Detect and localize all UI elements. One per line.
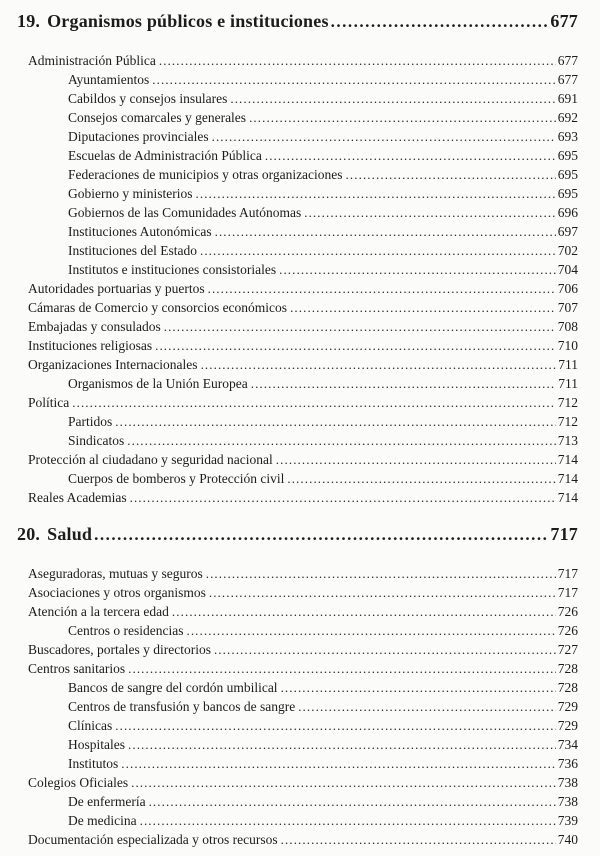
section-entries bbox=[17, 564, 578, 849]
toc-entry bbox=[28, 317, 578, 336]
entry-page: 695 bbox=[557, 148, 578, 163]
toc-entry bbox=[28, 450, 578, 469]
dot-leader bbox=[215, 222, 556, 241]
toc-entry bbox=[68, 678, 578, 697]
entry-page: 677 bbox=[557, 53, 578, 68]
toc-entry bbox=[68, 697, 578, 716]
toc-entry bbox=[28, 488, 578, 507]
chapter-heading bbox=[17, 10, 578, 33]
entry-page: 691 bbox=[557, 91, 578, 106]
toc-entry bbox=[28, 659, 578, 678]
entry-title: Instituciones del Estado bbox=[68, 243, 197, 258]
toc-entry bbox=[68, 184, 578, 203]
toc-entry bbox=[68, 108, 578, 127]
toc-entry bbox=[68, 754, 578, 773]
entry-title: Consejos comarcales y generales bbox=[68, 110, 247, 125]
entry-page: 695 bbox=[557, 186, 578, 201]
toc-entry bbox=[68, 241, 578, 260]
toc-entry bbox=[28, 583, 578, 602]
entry-page: 713 bbox=[557, 433, 578, 448]
entry-page: 712 bbox=[557, 395, 578, 410]
entry-title: Cuerpos de bomberos y Protección civil bbox=[68, 471, 285, 486]
toc-entry bbox=[68, 716, 578, 735]
dot-leader bbox=[346, 165, 556, 184]
entry-page: 727 bbox=[557, 642, 578, 657]
dot-leader bbox=[276, 450, 556, 469]
dot-leader bbox=[152, 70, 555, 89]
entry-page: 711 bbox=[558, 357, 578, 372]
entry-page: 729 bbox=[557, 718, 578, 733]
dot-leader bbox=[287, 469, 555, 488]
entry-page: 702 bbox=[557, 243, 578, 258]
toc-entry bbox=[28, 298, 578, 317]
entry-page: 714 bbox=[557, 452, 578, 467]
entry-title: Instituciones Autonómicas bbox=[68, 224, 212, 239]
dot-leader bbox=[121, 754, 555, 773]
entry-page: 677 bbox=[557, 72, 578, 87]
dot-leader bbox=[290, 298, 556, 317]
entry-title: De medicina bbox=[68, 813, 137, 828]
toc-section bbox=[17, 523, 578, 849]
entry-title: Protección al ciudadano y seguridad nacional bbox=[28, 452, 273, 467]
entry-title: Clínicas bbox=[68, 718, 113, 733]
chapter-page: 717 bbox=[550, 524, 578, 544]
entry-page: 704 bbox=[557, 262, 578, 277]
entry-title: Institutos bbox=[68, 756, 119, 771]
dot-leader bbox=[201, 355, 557, 374]
dot-leader bbox=[279, 260, 556, 279]
toc-entry bbox=[28, 602, 578, 621]
toc-entry bbox=[68, 374, 578, 393]
toc-entry bbox=[68, 146, 578, 165]
entry-page: 717 bbox=[557, 585, 578, 600]
entry-page: 707 bbox=[557, 300, 578, 315]
entry-title: Atención a la tercera edad bbox=[28, 604, 169, 619]
toc-entry bbox=[28, 773, 578, 792]
chapter-page: 677 bbox=[550, 11, 578, 31]
entry-page: 728 bbox=[557, 661, 578, 676]
entry-title: Centros de transfusión y bancos de sangre bbox=[68, 699, 296, 714]
entry-title: Política bbox=[28, 395, 70, 410]
entry-title: Bancos de sangre del cordón umbilical bbox=[68, 680, 278, 695]
dot-leader bbox=[206, 564, 556, 583]
entry-page: 711 bbox=[558, 376, 578, 391]
chapter-number: 19. bbox=[17, 11, 41, 31]
toc-entry bbox=[28, 336, 578, 355]
dot-leader bbox=[298, 697, 556, 716]
dot-leader bbox=[159, 51, 556, 70]
entry-title: Ayuntamientos bbox=[68, 72, 150, 87]
entry-title: Buscadores, portales y directorios bbox=[28, 642, 211, 657]
dot-leader bbox=[281, 830, 556, 849]
dot-leader bbox=[209, 583, 556, 602]
toc-entry bbox=[68, 127, 578, 146]
entry-title: De enfermería bbox=[68, 794, 146, 809]
dot-leader bbox=[186, 621, 555, 640]
dot-leader bbox=[72, 393, 556, 412]
entry-page: 738 bbox=[557, 775, 578, 790]
toc-entry bbox=[68, 431, 578, 450]
entry-title: Documentación especializada y otros recursos bbox=[28, 832, 278, 847]
dot-leader bbox=[149, 792, 556, 811]
toc-entry bbox=[28, 51, 578, 70]
dot-leader bbox=[94, 523, 548, 546]
entry-title: Organizaciones Internacionales bbox=[28, 357, 198, 372]
dot-leader bbox=[172, 602, 556, 621]
entry-title: Gobierno y ministerios bbox=[68, 186, 193, 201]
toc-entry bbox=[28, 279, 578, 298]
dot-leader bbox=[208, 279, 556, 298]
toc-entry bbox=[68, 469, 578, 488]
entry-page: 710 bbox=[557, 338, 578, 353]
toc-entry bbox=[68, 412, 578, 431]
entry-title: Escuelas de Administración Pública bbox=[68, 148, 262, 163]
dot-leader bbox=[128, 659, 556, 678]
entry-title: Hospitales bbox=[68, 737, 125, 752]
entry-page: 734 bbox=[557, 737, 578, 752]
chapter-title: Salud bbox=[47, 524, 93, 544]
entry-page: 693 bbox=[557, 129, 578, 144]
dot-leader bbox=[140, 811, 556, 830]
dot-leader bbox=[200, 241, 556, 260]
dot-leader bbox=[128, 735, 556, 754]
dot-leader bbox=[214, 640, 556, 659]
chapter-number: 20. bbox=[17, 524, 41, 544]
entry-page: 714 bbox=[557, 490, 578, 505]
entry-title: Centros o residencias bbox=[68, 623, 184, 638]
entry-title: Reales Academias bbox=[28, 490, 127, 505]
toc-entry bbox=[28, 355, 578, 374]
toc-entry bbox=[68, 792, 578, 811]
toc-entry bbox=[68, 89, 578, 108]
toc-entry bbox=[68, 70, 578, 89]
dot-leader bbox=[304, 203, 556, 222]
entry-page: 739 bbox=[557, 813, 578, 828]
entry-title: Cámaras de Comercio y consorcios económicos bbox=[28, 300, 288, 315]
chapter-heading bbox=[17, 523, 578, 546]
dot-leader bbox=[127, 431, 556, 450]
toc-entry bbox=[68, 165, 578, 184]
entry-page: 728 bbox=[557, 680, 578, 695]
entry-page: 696 bbox=[557, 205, 578, 220]
entry-page: 692 bbox=[557, 110, 578, 125]
dot-leader bbox=[230, 89, 555, 108]
dot-leader bbox=[249, 108, 556, 127]
dot-leader bbox=[115, 716, 556, 735]
dot-leader bbox=[212, 127, 556, 146]
entry-page: 736 bbox=[557, 756, 578, 771]
entry-title: Centros sanitarios bbox=[28, 661, 126, 676]
dot-leader bbox=[131, 773, 556, 792]
dot-leader bbox=[265, 146, 556, 165]
toc-entry bbox=[68, 735, 578, 754]
entry-page: 706 bbox=[557, 281, 578, 296]
entry-title: Organismos de la Unión Europea bbox=[68, 376, 248, 391]
entry-title: Cabildos y consejos insulares bbox=[68, 91, 228, 106]
entry-page: 740 bbox=[557, 832, 578, 847]
entry-title: Embajadas y consulados bbox=[28, 319, 161, 334]
entry-title: Diputaciones provinciales bbox=[68, 129, 209, 144]
entry-title: Sindicatos bbox=[68, 433, 125, 448]
entry-page: 714 bbox=[557, 471, 578, 486]
dot-leader bbox=[164, 317, 556, 336]
toc-entry bbox=[68, 621, 578, 640]
dot-leader bbox=[251, 374, 557, 393]
entry-page: 726 bbox=[557, 623, 578, 638]
entry-title: Asociaciones y otros organismos bbox=[28, 585, 206, 600]
entry-title: Colegios Oficiales bbox=[28, 775, 129, 790]
entry-page: 717 bbox=[557, 566, 578, 581]
dot-leader bbox=[155, 336, 556, 355]
dot-leader bbox=[331, 10, 549, 33]
entry-page: 726 bbox=[557, 604, 578, 619]
toc-entry bbox=[68, 811, 578, 830]
toc-entry bbox=[28, 564, 578, 583]
entry-title: Instituciones religiosas bbox=[28, 338, 153, 353]
entry-title: Partidos bbox=[68, 414, 113, 429]
toc-entry bbox=[68, 203, 578, 222]
entry-title: Administración Pública bbox=[28, 53, 156, 68]
dot-leader bbox=[115, 412, 555, 431]
dot-leader bbox=[281, 678, 556, 697]
section-entries bbox=[17, 51, 578, 507]
entry-page: 738 bbox=[557, 794, 578, 809]
dot-leader bbox=[196, 184, 556, 203]
toc-entry bbox=[28, 830, 578, 849]
entry-title: Institutos e instituciones consistoriales bbox=[68, 262, 277, 277]
toc-entry bbox=[28, 393, 578, 412]
entry-page: 697 bbox=[557, 224, 578, 239]
entry-title: Aseguradoras, mutuas y seguros bbox=[28, 566, 203, 581]
entry-page: 729 bbox=[557, 699, 578, 714]
toc-entry bbox=[28, 640, 578, 659]
toc-entry bbox=[68, 260, 578, 279]
entry-title: Gobiernos de las Comunidades Autónomas bbox=[68, 205, 302, 220]
toc-section bbox=[17, 10, 578, 507]
entry-page: 708 bbox=[557, 319, 578, 334]
chapter-title: Organismos públicos e instituciones bbox=[47, 11, 329, 31]
entry-title: Federaciones de municipios y otras organizaciones bbox=[68, 167, 343, 182]
entry-title: Autoridades portuarias y puertos bbox=[28, 281, 205, 296]
toc-entry bbox=[68, 222, 578, 241]
entry-page: 712 bbox=[557, 414, 578, 429]
entry-page: 695 bbox=[557, 167, 578, 182]
dot-leader bbox=[130, 488, 556, 507]
